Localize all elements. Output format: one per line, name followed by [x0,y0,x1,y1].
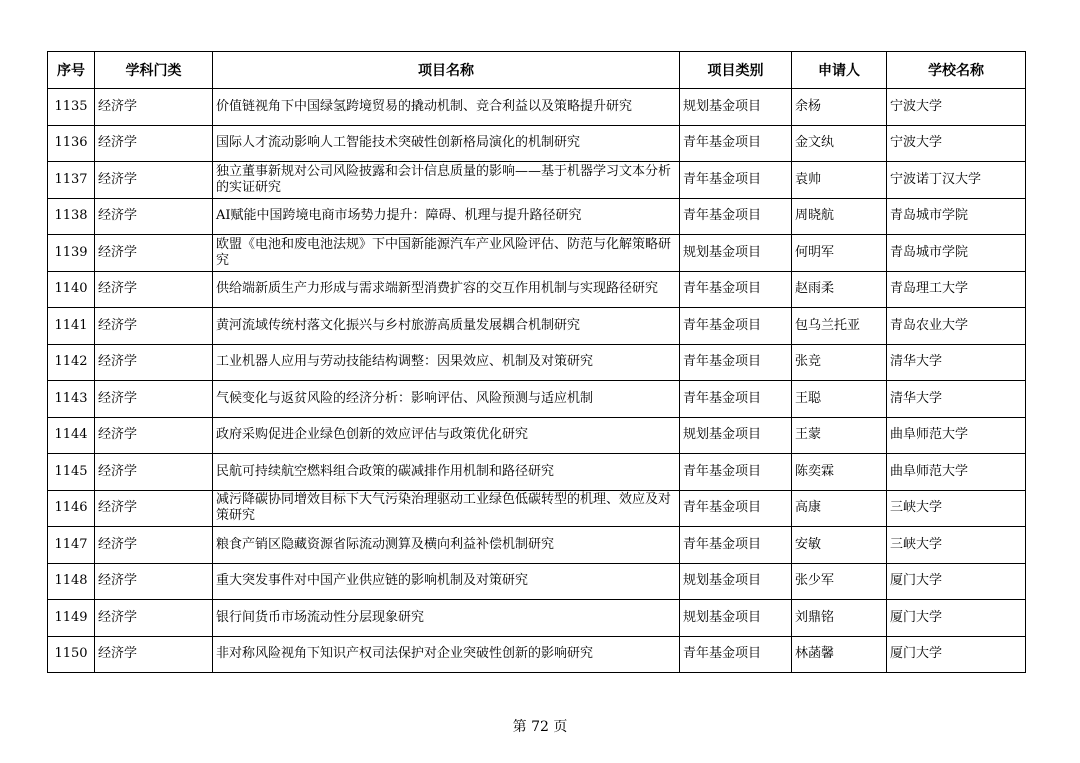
discipline-cell: 经济学 [95,527,213,564]
serial-no-cell: 1136 [48,125,95,162]
applicant-cell: 袁帅 [792,162,887,199]
table-row [48,344,1026,381]
table-row [48,235,1026,272]
project-category-cell: 规划基金项目 [680,89,792,126]
project-category-cell: 青年基金项目 [680,162,792,199]
project-category-cell: 青年基金项目 [680,381,792,418]
header-serial-no: 序号 [48,52,95,89]
applicant-cell: 刘鼎铭 [792,600,887,637]
serial-no-cell: 1140 [48,271,95,308]
header-project-title: 项目名称 [213,52,680,89]
project-title-cell: 银行间货币市场流动性分层现象研究 [213,600,680,637]
applicant-cell: 周晓航 [792,198,887,235]
discipline-cell: 经济学 [95,308,213,345]
table-body [48,89,1026,673]
discipline-cell: 经济学 [95,162,213,199]
serial-no-cell: 1142 [48,344,95,381]
applicant-cell: 赵雨柔 [792,271,887,308]
project-title-cell: 价值链视角下中国绿氢跨境贸易的撬动机制、竞合利益以及策略提升研究 [213,89,680,126]
serial-no-cell: 1138 [48,198,95,235]
header-school: 学校名称 [887,52,1026,89]
serial-no-cell: 1144 [48,417,95,454]
school-cell: 宁波大学 [887,125,1026,162]
discipline-cell: 经济学 [95,600,213,637]
project-category-cell: 青年基金项目 [680,454,792,491]
project-category-cell: 青年基金项目 [680,308,792,345]
table-row [48,271,1026,308]
table-row [48,636,1026,673]
discipline-cell: 经济学 [95,636,213,673]
school-cell: 厦门大学 [887,563,1026,600]
discipline-cell: 经济学 [95,454,213,491]
table-row [48,125,1026,162]
table-header-row [48,52,1026,89]
header-applicant: 申请人 [792,52,887,89]
discipline-cell: 经济学 [95,198,213,235]
school-cell: 厦门大学 [887,636,1026,673]
discipline-cell: 经济学 [95,125,213,162]
project-category-cell: 规划基金项目 [680,600,792,637]
project-title-cell: 供给端新质生产力形成与需求端新型消费扩容的交互作用机制与实现路径研究 [213,271,680,308]
table-row [48,527,1026,564]
serial-no-cell: 1139 [48,235,95,272]
project-title-cell: 重大突发事件对中国产业供应链的影响机制及对策研究 [213,563,680,600]
school-cell: 曲阜师范大学 [887,454,1026,491]
project-table [47,51,1026,673]
discipline-cell: 经济学 [95,235,213,272]
project-category-cell: 规划基金项目 [680,563,792,600]
serial-no-cell: 1145 [48,454,95,491]
school-cell: 青岛理工大学 [887,271,1026,308]
applicant-cell: 余杨 [792,89,887,126]
school-cell: 三峡大学 [887,490,1026,527]
discipline-cell: 经济学 [95,490,213,527]
project-category-cell: 青年基金项目 [680,527,792,564]
applicant-cell: 林菡馨 [792,636,887,673]
project-title-cell: 民航可持续航空燃料组合政策的碳减排作用机制和路径研究 [213,454,680,491]
project-title-cell: 独立董事新规对公司风险披露和会计信息质量的影响——基于机器学习文本分析的实证研究 [213,162,680,199]
header-discipline: 学科门类 [95,52,213,89]
serial-no-cell: 1147 [48,527,95,564]
school-cell: 清华大学 [887,381,1026,418]
project-title-cell: 欧盟《电池和废电池法规》下中国新能源汽车产业风险评估、防范与化解策略研究 [213,235,680,272]
table-row [48,308,1026,345]
table-row [48,89,1026,126]
project-category-cell: 青年基金项目 [680,344,792,381]
serial-no-cell: 1141 [48,308,95,345]
table-row [48,162,1026,199]
table-row [48,490,1026,527]
project-title-cell: 国际人才流动影响人工智能技术突破性创新格局演化的机制研究 [213,125,680,162]
applicant-cell: 王蒙 [792,417,887,454]
school-cell: 青岛农业大学 [887,308,1026,345]
discipline-cell: 经济学 [95,417,213,454]
applicant-cell: 何明军 [792,235,887,272]
header-project-category: 项目类别 [680,52,792,89]
applicant-cell: 高康 [792,490,887,527]
applicant-cell: 张竞 [792,344,887,381]
project-category-cell: 青年基金项目 [680,271,792,308]
serial-no-cell: 1143 [48,381,95,418]
project-category-cell: 青年基金项目 [680,125,792,162]
table-row [48,198,1026,235]
applicant-cell: 张少军 [792,563,887,600]
school-cell: 青岛城市学院 [887,198,1026,235]
project-title-cell: 减污降碳协同增效目标下大气污染治理驱动工业绿色低碳转型的机理、效应及对策研究 [213,490,680,527]
school-cell: 三峡大学 [887,527,1026,564]
serial-no-cell: 1150 [48,636,95,673]
school-cell: 宁波大学 [887,89,1026,126]
applicant-cell: 包乌兰托亚 [792,308,887,345]
project-title-cell: 非对称风险视角下知识产权司法保护对企业突破性创新的影响研究 [213,636,680,673]
project-title-cell: 工业机器人应用与劳动技能结构调整：因果效应、机制及对策研究 [213,344,680,381]
applicant-cell: 金文纨 [792,125,887,162]
serial-no-cell: 1137 [48,162,95,199]
school-cell: 清华大学 [887,344,1026,381]
discipline-cell: 经济学 [95,89,213,126]
school-cell: 宁波诺丁汉大学 [887,162,1026,199]
serial-no-cell: 1148 [48,563,95,600]
table-row [48,454,1026,491]
applicant-cell: 陈奕霖 [792,454,887,491]
table-row [48,600,1026,637]
project-category-cell: 青年基金项目 [680,198,792,235]
project-title-cell: AI赋能中国跨境电商市场势力提升：障碍、机理与提升路径研究 [213,198,680,235]
table-row [48,563,1026,600]
school-cell: 曲阜师范大学 [887,417,1026,454]
discipline-cell: 经济学 [95,563,213,600]
applicant-cell: 安敏 [792,527,887,564]
project-category-cell: 青年基金项目 [680,636,792,673]
school-cell: 青岛城市学院 [887,235,1026,272]
project-category-cell: 规划基金项目 [680,235,792,272]
serial-no-cell: 1135 [48,89,95,126]
table-row [48,417,1026,454]
table-row [48,381,1026,418]
project-category-cell: 青年基金项目 [680,490,792,527]
project-category-cell: 规划基金项目 [680,417,792,454]
project-title-cell: 气候变化与返贫风险的经济分析：影响评估、风险预测与适应机制 [213,381,680,418]
school-cell: 厦门大学 [887,600,1026,637]
serial-no-cell: 1146 [48,490,95,527]
project-title-cell: 粮食产销区隐藏资源省际流动测算及横向利益补偿机制研究 [213,527,680,564]
serial-no-cell: 1149 [48,600,95,637]
discipline-cell: 经济学 [95,271,213,308]
discipline-cell: 经济学 [95,344,213,381]
discipline-cell: 经济学 [95,381,213,418]
project-title-cell: 黄河流域传统村落文化振兴与乡村旅游高质量发展耦合机制研究 [213,308,680,345]
project-title-cell: 政府采购促进企业绿色创新的效应评估与政策优化研究 [213,417,680,454]
applicant-cell: 王聪 [792,381,887,418]
page-number: 第 72 页 [512,719,568,735]
